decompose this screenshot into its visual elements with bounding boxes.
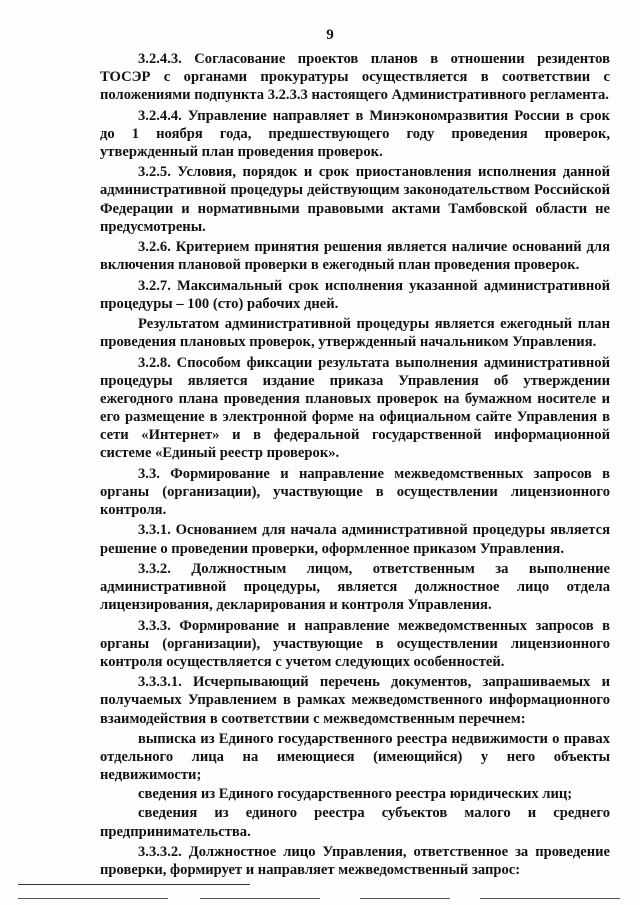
list-item-real-estate-extract: выписка из Единого государственного реестра недвижимости о правах отдельного лица на имеющиеся (имеющийся) у него объекты недвижимости;: [100, 731, 610, 784]
list-item-legal-entities: сведения из Единого государственного реестра юридических лиц;: [138, 786, 573, 803]
footnote-separator: [18, 884, 250, 885]
paragraph-3-3-3-1: 3.3.3.1. Исчерпывающий перечень документов, запрашиваемых и получаемых Управлением в рамках межведомственного информационного взаимодействия в соответствии с межведомственным перечнем:: [100, 674, 610, 727]
paragraph-3-2-5: 3.2.5. Условия, порядок и срок приостановления исполнения данной административной процедуры действующим законодательством Российской Федерации и нормативными правовыми актами Тамбовской области не предусмотрены.: [100, 164, 610, 235]
paragraph-3-2-4-4: 3.2.4.4. Управление направляет в Минэкономразвития России в срок до 1 ноября года, предшествующего году проведения проверок, утвержденный план проведения проверок.: [100, 107, 610, 160]
page-number: 9: [326, 27, 334, 43]
scan-edge-line: [360, 898, 450, 899]
paragraph-3-3-3: 3.3.3. Формирование и направление межведомственных запросов в органы (организации), участвующие в осуществлении лицензионного контроля осуществляется с учетом следующих особенностей.: [100, 617, 610, 670]
document-body: [100, 50, 610, 882]
paragraph-3-3: 3.3. Формирование и направление межведомственных запросов в органы (организации), участвующие в осуществлении лицензионного контроля.: [100, 465, 610, 518]
paragraph-result: Результатом административной процедуры является ежегодный план проведения плановых проверок, утвержденный начальником Управления.: [100, 316, 610, 351]
scan-edge-line: [18, 898, 168, 899]
scan-edge-line: [480, 898, 620, 899]
paragraph-3-2-4-3: 3.2.4.3. Согласование проектов планов в отношении резидентов ТОСЭР с органами прокуратуры осуществляется в соответствии с положениями подпункта 3.2.3.3 настоящего Административного регламента.: [100, 51, 610, 104]
paragraph-3-2-6: 3.2.6. Критерием принятия решения является наличие оснований для включения плановой проверки в ежегодный план проведения проверок.: [100, 239, 610, 274]
paragraph-3-2-7: 3.2.7. Максимальный срок исполнения указанной административной процедуры – 100 (сто) рабочих дней.: [100, 277, 610, 312]
scan-edge-line: [200, 898, 320, 899]
paragraph-3-3-1: 3.3.1. Основанием для начала административной процедуры является решение о проведении проверки, оформленное приказом Управления.: [100, 522, 610, 557]
paragraph-3-2-8: 3.2.8. Способом фиксации результата выполнения административной процедуры является издание приказа Управления об утверждении ежегодного плана проведения плановых проверок на бумажном носителе и его размещение в электронной форме на официальном сайте Управления в сети «Интернет» и в федеральной государственной информационной системе «Единый реестр проверок».: [100, 354, 610, 462]
list-item-small-business: сведения из единого реестра субъектов малого и среднего предпринимательства.: [100, 805, 610, 840]
paragraph-3-3-2: 3.3.2. Должностным лицом, ответственным за выполнение административной процедуры, является должностное лицо отдела лицензирования, декларирования и контроля Управления.: [100, 561, 610, 614]
paragraph-3-3-3-2: 3.3.3.2. Должностное лицо Управления, ответственное за проведение проверки, формирует и направляет межведомственный запрос:: [100, 844, 610, 879]
